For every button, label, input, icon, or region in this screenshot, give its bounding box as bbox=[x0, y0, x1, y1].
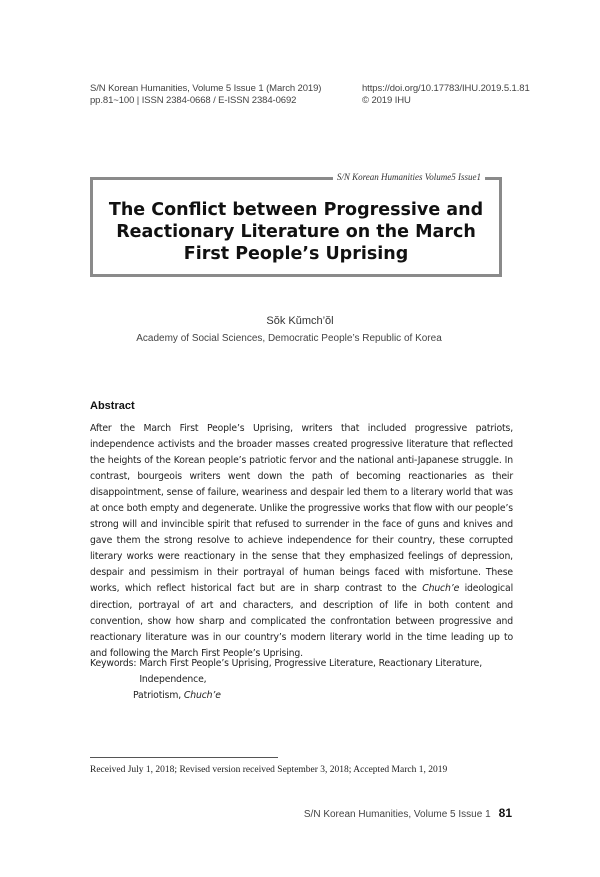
page-footer bbox=[304, 806, 512, 820]
header-doi-block bbox=[362, 83, 530, 107]
abstract-italic-term: Chuch’e bbox=[422, 583, 460, 595]
title-line: Reactionary Literature on the March bbox=[116, 222, 476, 242]
keywords-row bbox=[90, 688, 515, 704]
doi-link[interactable]: https://doi.org/10.17783/IHU.2019.5.1.81 bbox=[362, 83, 530, 94]
abstract-text-part: ideological direction, portrayal of art and characters, and description of life in both content and convention, show how sharp and complicated the confrontation between progressive and reactionary literature was in our country’s modern literary world in the time leading up to and following the March First People’s Uprising. bbox=[90, 583, 514, 659]
keywords-list: March First People’s Uprising, Progressive Literature, Reactionary Literature, Independence, bbox=[139, 658, 483, 685]
copyright: © 2019 IHU bbox=[362, 95, 411, 106]
abstract-text bbox=[90, 421, 513, 662]
page-number: 81 bbox=[498, 806, 512, 820]
abstract-text-part: After the March First People’s Uprising, writers that included progressive patriots, independence activists and the broader masses created progressive literature that reflected the heights of the Korean people’s patriotic fervor and the national anti-Japanese struggle. In contrast, bourgeois writers went down the path of becoming reactionaries as their disappointment, sense of failure, weariness and despair led them to a literary world that was at once both empty and degenerate. Unlike the progressive works that flow with our people’s strong will and invincible spirit that refused to surrender in the face of guns and knives and gave them the strong resolve to achieve independence for their country, these corrupted literary works were reactionary in the sense that they emphasized feelings of depression, despair and pessimism in their portrayal of human beings faced with misfortune. These works, which reflect historical fact but are in sharp contrast to the bbox=[90, 423, 513, 595]
article-title bbox=[93, 199, 499, 265]
header-journal-issue: S/N Korean Humanities, Volume 5 Issue 1 (March 2019) bbox=[90, 83, 322, 94]
keyword-italic: Chuch’e bbox=[183, 690, 221, 701]
title-box bbox=[90, 172, 502, 277]
journal-tag: S/N Korean Humanities Volume5 Issue1 bbox=[333, 171, 485, 183]
keyword-text: Patriotism, bbox=[133, 690, 184, 701]
keywords-block bbox=[90, 656, 515, 704]
received-dates: Received July 1, 2018; Revised version received September 3, 2018; Accepted March 1, 2019 bbox=[90, 765, 448, 775]
author-affiliation: Academy of Social Sciences, Democratic People’s Republic of Korea bbox=[136, 333, 442, 344]
footer-journal: S/N Korean Humanities, Volume 5 Issue 1 bbox=[303, 809, 491, 820]
keywords-label: Keywords: bbox=[90, 658, 137, 669]
title-line: First People’s Uprising bbox=[183, 244, 409, 264]
footnote-divider bbox=[90, 757, 278, 758]
abstract-heading: Abstract bbox=[90, 400, 135, 412]
keywords-row bbox=[90, 656, 515, 688]
author-name: Sŏk Kŭmch’ŏl bbox=[266, 315, 334, 327]
header-citation bbox=[90, 83, 321, 107]
header-pages-issn: pp.81~100 | ISSN 2384-0668 / E-ISSN 2384-0692 bbox=[90, 95, 297, 106]
title-line: The Conflict between Progressive and bbox=[108, 200, 484, 220]
